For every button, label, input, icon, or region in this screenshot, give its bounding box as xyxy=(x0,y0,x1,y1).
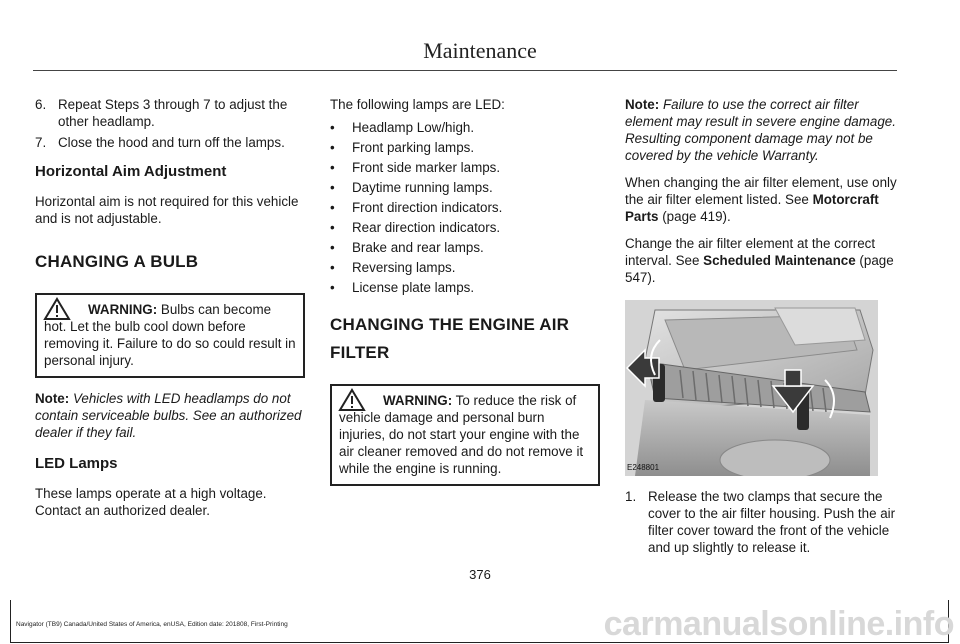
link-motorcraft-parts[interactable]: Motorcraft Parts xyxy=(625,192,879,224)
list-item: • Front parking lamps. xyxy=(330,140,475,155)
step-number: 6. xyxy=(35,97,47,112)
note-label: Note: xyxy=(625,97,660,112)
list-item: • Rear direction indicators. xyxy=(330,220,501,235)
paragraph-filter-element: When changing the air filter element, use only the air filter element listed. See Motorcraft Parts (page 419). xyxy=(625,175,897,224)
warning-label: WARNING: xyxy=(88,302,158,317)
warning-triangle-icon xyxy=(338,388,366,412)
heading-led-lamps: LED Lamps xyxy=(35,455,118,472)
list-item: • Daytime running lamps. xyxy=(330,180,493,195)
figure-id: E248801 xyxy=(627,463,660,472)
step-number: 7. xyxy=(35,135,47,150)
aim-paragraph: Horizontal aim is not required for this vehicle and is not adjustable. xyxy=(35,194,299,226)
note-air-filter xyxy=(625,96,897,164)
note-label: Note: xyxy=(35,391,70,406)
column-right xyxy=(625,96,897,560)
link-scheduled-maintenance[interactable]: Scheduled Maintenance xyxy=(703,253,856,268)
heading-engine-air-filter-2: FILTER xyxy=(330,343,390,362)
air-filter-housing-illustration xyxy=(625,300,878,476)
note-text: Failure to use the correct air filter element may result in severe engine damage. Resulting component damage may not be covered by the vehicle Warranty. xyxy=(625,97,896,163)
warning-box-bulb xyxy=(35,293,305,378)
heading-horizontal-aim: Horizontal Aim Adjustment xyxy=(35,163,227,180)
list-item: • License plate lamps. xyxy=(330,280,475,295)
heading-engine-air-filter-1: CHANGING THE ENGINE AIR xyxy=(330,315,570,334)
page-number: 376 xyxy=(469,567,491,582)
step-text: Release the two clamps that secure the cover to the air filter housing. Push the air filter cover toward the front of the vehicle and up slightly to release it. xyxy=(648,489,896,555)
warning-label: WARNING: xyxy=(383,393,453,408)
list-item: • Reversing lamps. xyxy=(330,260,456,275)
heading-changing-bulb: CHANGING A BULB xyxy=(35,252,199,271)
led-lamp-list xyxy=(330,119,600,296)
step-text: Repeat Steps 3 through 7 to adjust the other headlamp. xyxy=(58,97,288,129)
led-intro: The following lamps are LED: xyxy=(330,97,505,112)
column-left xyxy=(35,96,305,529)
header-divider xyxy=(33,70,897,71)
warning-triangle-icon xyxy=(43,297,71,321)
step-1-release-clamps xyxy=(625,488,897,556)
page-header-title: Maintenance xyxy=(423,38,537,63)
footer-corner-left xyxy=(10,600,11,643)
list-item: • Front side marker lamps. xyxy=(330,160,501,175)
warning-text: To reduce the risk of vehicle damage and personal burn injuries, do not start your engine with the air cleaner removed and do not remove it while the engine is running. xyxy=(339,393,584,476)
column-middle xyxy=(330,96,600,486)
warning-text: Bulbs can become hot. Let the bulb cool down before removing it. Failure to do so could result in personal injury. xyxy=(44,302,296,368)
note-led xyxy=(35,390,305,441)
edition-line: Navigator (TB9) Canada/United States of America, enUSA, Edition date: 201808, First-Printing xyxy=(16,621,288,628)
step-text: Close the hood and turn off the lamps. xyxy=(58,135,285,150)
step-number: 1. xyxy=(625,489,637,504)
warning-box-air-cleaner xyxy=(330,384,600,486)
watermark: carmanualsonline.info xyxy=(603,605,954,643)
list-item: • Front direction indicators. xyxy=(330,200,503,215)
step-6 xyxy=(35,96,305,130)
step-7 xyxy=(35,134,305,151)
note-text: Vehicles with LED headlamps do not contain serviceable bulbs. See an authorized dealer if they fail. xyxy=(35,391,302,440)
paragraph-change-interval: Change the air filter element at the correct interval. See Scheduled Maintenance (page 547). xyxy=(625,236,894,285)
list-item: • Brake and rear lamps. xyxy=(330,240,484,255)
list-item: • Headlamp Low/high. xyxy=(330,120,475,135)
air-filter-housing-image xyxy=(625,300,878,476)
led-paragraph: These lamps operate at a high voltage. Contact an authorized dealer. xyxy=(35,486,267,518)
